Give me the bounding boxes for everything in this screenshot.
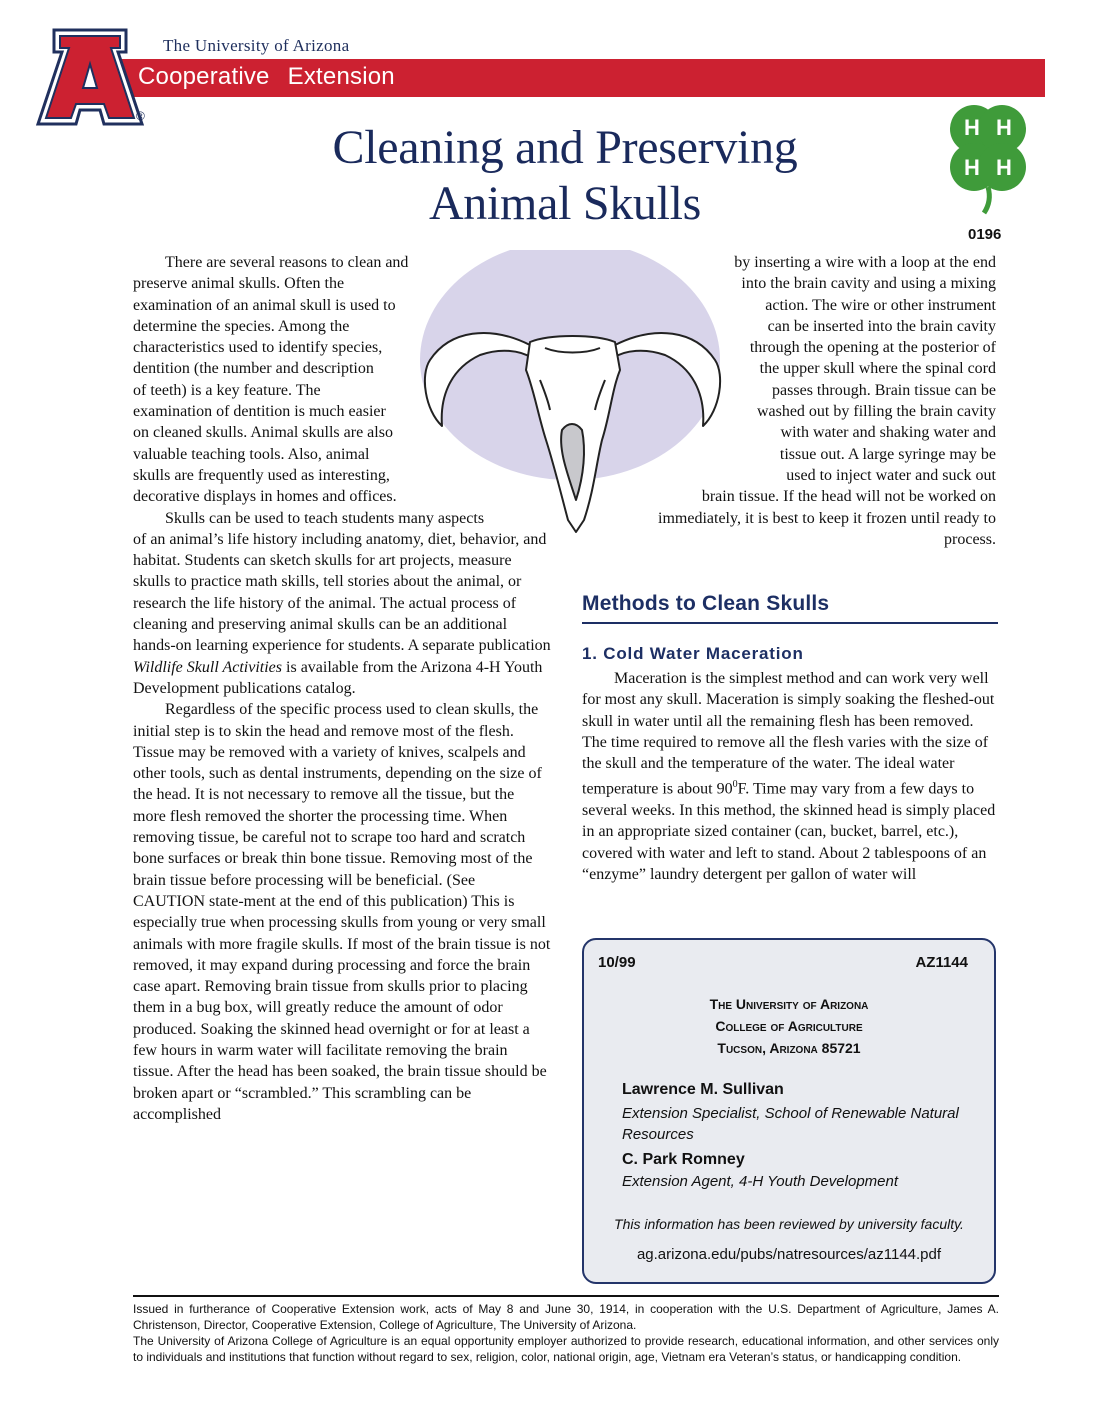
- author-sullivan: Lawrence M. Sullivan: [622, 1081, 784, 1098]
- page-title: Cleaning and Preserving Animal Skulls: [332, 121, 798, 230]
- footer-notice: [133, 1301, 999, 1365]
- maceration-text: [582, 668, 998, 885]
- four-h-clover-icon: [930, 97, 1045, 215]
- cooperative-extension-label: Cooperative Extension: [138, 63, 395, 90]
- org-university: The University of Arizona: [709, 996, 869, 1012]
- publication-number: AZ1144: [915, 954, 968, 971]
- subheading-cold-water-maceration: 1. Cold Water Maceration: [582, 644, 804, 663]
- intro-paragraph-2: Skulls can be used to teach students many aspects of an animal’s life history including anatomy, diet, behavior, and habitat. Students can sketch skulls for art projects, measure skulls to practice math skills, tell stories about the animal, or research the life history of the animal. The actual process of cleaning and preserving animal skulls can be an additional hands-on learning experience for students. A separate publication Wildlife Skull Activities is available from the Arizona 4-H Youth Development publications catalog.: [133, 509, 551, 697]
- org-college: College of Agriculture: [715, 1018, 863, 1034]
- intro-paragraph-1: There are several reasons to clean and preserve animal skulls. Often the examination of an animal skull is used to determine the species. Among the characteristics used to identify species, dentition (the number and description of teeth) is a key feature. The examination of dentition is much easier on cleaned skulls. Animal skulls are also valuable teaching tools. Also, animal skulls are frequently used as interesting, decorative displays in homes and offices.: [133, 254, 409, 506]
- author-romney: C. Park Romney: [622, 1151, 745, 1168]
- university-name: The University of Arizona: [163, 36, 350, 55]
- author-sullivan-title: Extension Specialist, School of Renewable Natural Resources: [622, 1105, 959, 1143]
- footer-issued: Issued in furtherance of Cooperative Extension work, acts of May 8 and June 30, 1914, in cooperation with the U.S. Department of Agriculture, James A. Christenson, Director, Cooperative Extension, College of Agriculture, The University of Arizona.: [133, 1302, 999, 1332]
- svg-text:H: H: [964, 115, 980, 140]
- svg-text:H: H: [996, 155, 1012, 180]
- publication-code: 0196: [968, 226, 1002, 243]
- author-romney-title: Extension Agent, 4-H Youth Development: [622, 1173, 899, 1190]
- registered-mark: ®: [136, 109, 145, 123]
- section-divider: [582, 622, 998, 624]
- section-heading-methods: Methods to Clean Skulls: [582, 592, 830, 615]
- publication-info-box: [582, 938, 996, 1284]
- review-note: This information has been reviewed by university faculty.: [614, 1216, 964, 1232]
- right-column-top: [582, 252, 996, 550]
- footer-equal-opportunity: The University of Arizona College of Agriculture is an equal opportunity employer authorized to provide research, educational information, and other services only to individuals and institutions that function without regard to sex, religion, color, national origin, age, Vietnam era Veteran’s status, or handicapping condition.: [133, 1334, 999, 1364]
- brain-tissue-paragraph: by inserting a wire with a loop at the end into the brain cavity and using a mixing action. The wire or other instrument can be inserted into the brain cavity through the opening at the posterior of the upper skull where the spinal cord passes through. Brain tissue can be washed out by filling the brain cavity with water and shaking water and tissue out. A large syringe may be used to inject water and suck out brain tissue. If the head will not be worked on immediately, it is best to keep it frozen until ready to process.: [658, 254, 996, 548]
- maceration-paragraph: Maceration is the simplest method and can work very well for most any skull. Maceration is simply soaking the fleshed-out skull in water until all the remaining flesh has been removed. The time required to remove all the flesh varies with the size of the skull and the temperature of the water. The ideal water temperature is about $90^0F$. Time may vary from a few days to several weeks. In this method, the skinned head is simply placed in an appropriate sized container (can, bucket, barrel, etc.), covered with water and left to stand. About 2 tablespoons of an “enzyme” laundry detergent per gallon of water will: [582, 670, 996, 883]
- left-column: [133, 252, 551, 1125]
- footer-divider: [133, 1295, 999, 1297]
- svg-text:H: H: [964, 155, 980, 180]
- org-address: Tucson, Arizona 85721: [717, 1040, 861, 1056]
- university-a-logo-icon: [30, 28, 150, 128]
- intro-paragraph-3: Regardless of the specific process used to clean skulls, the initial step is to skin the head and remove most of the flesh. Tissue may be removed with a variety of knives, scalpels and other tools, such as dental instruments, depending on the size of the head. It is not necessary to remove all the tissue, but the more flesh removed the shorter the processing time. When removing tissue, be careful not to scrape too hard and scratch bone surfaces or break thin bone tissue. Removing most of the brain tissue before processing will be beneficial. (See CAUTION state-ment at the end of this publication) This is especially true when processing skulls from young or very small animals with more fragile skulls. If most of the brain tissue is not removed, it may expand during processing and force the brain case apart. Removing brain tissue from skulls prior to placing them in a bug box, will greatly reduce the amount of odor produced. Soaking the skinned head overnight or for at least a few hours in warm water will facilitate removing the brain tissue. After the head has been soaked, the brain tissue should be broken apart or “scrambled.” This scrambling can be accomplished: [133, 701, 551, 1123]
- publication-url[interactable]: ag.arizona.edu/pubs/natresources/az1144.pdf: [636, 1246, 942, 1263]
- publication-date: 10/99: [598, 954, 636, 971]
- svg-text:H: H: [996, 115, 1012, 140]
